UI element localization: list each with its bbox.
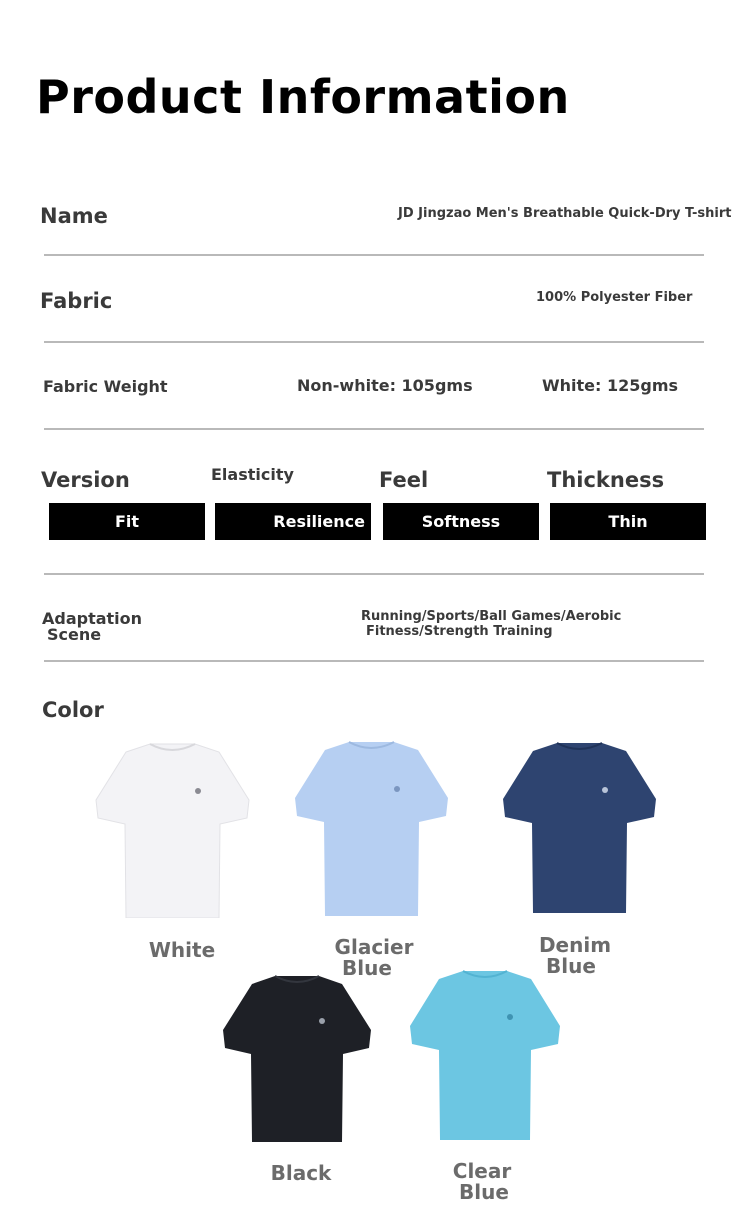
fabric-weight-non-white: Non-white: 105gms	[297, 376, 473, 395]
divider	[44, 341, 704, 343]
color-name-denim-blue	[523, 935, 627, 977]
thickness-label: Thickness	[547, 468, 665, 492]
color-name-clear-blue-line1: Clear	[452, 1159, 512, 1183]
divider	[44, 254, 704, 256]
scene-value-line1: Running/Sports/Ball Games/Aerobic	[361, 609, 622, 624]
name-label: Name	[40, 204, 108, 228]
elasticity-label: Elasticity	[211, 465, 294, 484]
version-label: Version	[41, 468, 130, 492]
tshirt-black-icon	[222, 974, 372, 1142]
divider	[44, 428, 704, 430]
fabric-value: 100% Polyester Fiber	[536, 290, 693, 305]
color-name-black-line1: Black	[270, 1161, 332, 1185]
elasticity-value-box	[215, 503, 371, 540]
color-name-denim-blue-line1: Denim	[538, 933, 612, 957]
feel-value: Softness	[421, 512, 501, 531]
feel-value-box	[383, 503, 539, 540]
divider	[44, 573, 704, 575]
color-name-glacier-blue-line1: Glacier	[334, 935, 414, 959]
tshirt-clear-blue-icon	[409, 969, 561, 1140]
name-value: JD Jingzao Men's Breathable Quick-Dry T-shirt	[398, 206, 732, 221]
fabric-weight-white: White: 125gms	[542, 376, 679, 395]
color-name-black	[256, 1163, 346, 1184]
tshirt-white-body	[96, 744, 249, 918]
scene-label-line2: Scene	[47, 625, 102, 644]
color-name-denim-blue-line2: Blue	[546, 954, 596, 978]
tshirt-black-body	[223, 976, 371, 1142]
page-title: Product Information	[36, 70, 570, 124]
divider	[44, 660, 704, 662]
thickness-value-box	[550, 503, 706, 540]
version-value-box	[49, 503, 205, 540]
feel-label: Feel	[379, 468, 429, 492]
tshirt-glacier-blue-body	[295, 742, 448, 916]
color-name-glacier-blue	[318, 937, 430, 979]
fabric-weight-label: Fabric Weight	[43, 377, 168, 396]
scene-label	[42, 611, 142, 643]
tshirt-clear-blue-body	[410, 971, 560, 1140]
color-name-glacier-blue-line2: Blue	[342, 956, 392, 980]
color-name-white	[137, 940, 227, 961]
color-name-white-line1: White	[148, 938, 216, 962]
scene-value-line2: Fitness/Strength Training	[366, 624, 553, 639]
fabric-label: Fabric	[40, 289, 113, 313]
scene-value	[361, 609, 621, 639]
tshirt-glacier-blue-icon	[294, 740, 449, 916]
thickness-value: Thin	[608, 512, 648, 531]
color-name-clear-blue-line2: Blue	[459, 1180, 509, 1204]
scene-label-line1: Adaptation	[42, 609, 143, 628]
tshirt-denim-blue-body	[503, 743, 656, 913]
elasticity-value: Resilience	[273, 512, 365, 531]
tshirt-denim-blue-icon	[502, 741, 657, 913]
tshirt-white-icon	[95, 742, 250, 918]
version-value: Fit	[114, 512, 140, 531]
color-name-clear-blue	[436, 1161, 528, 1203]
color-label: Color	[42, 698, 104, 722]
